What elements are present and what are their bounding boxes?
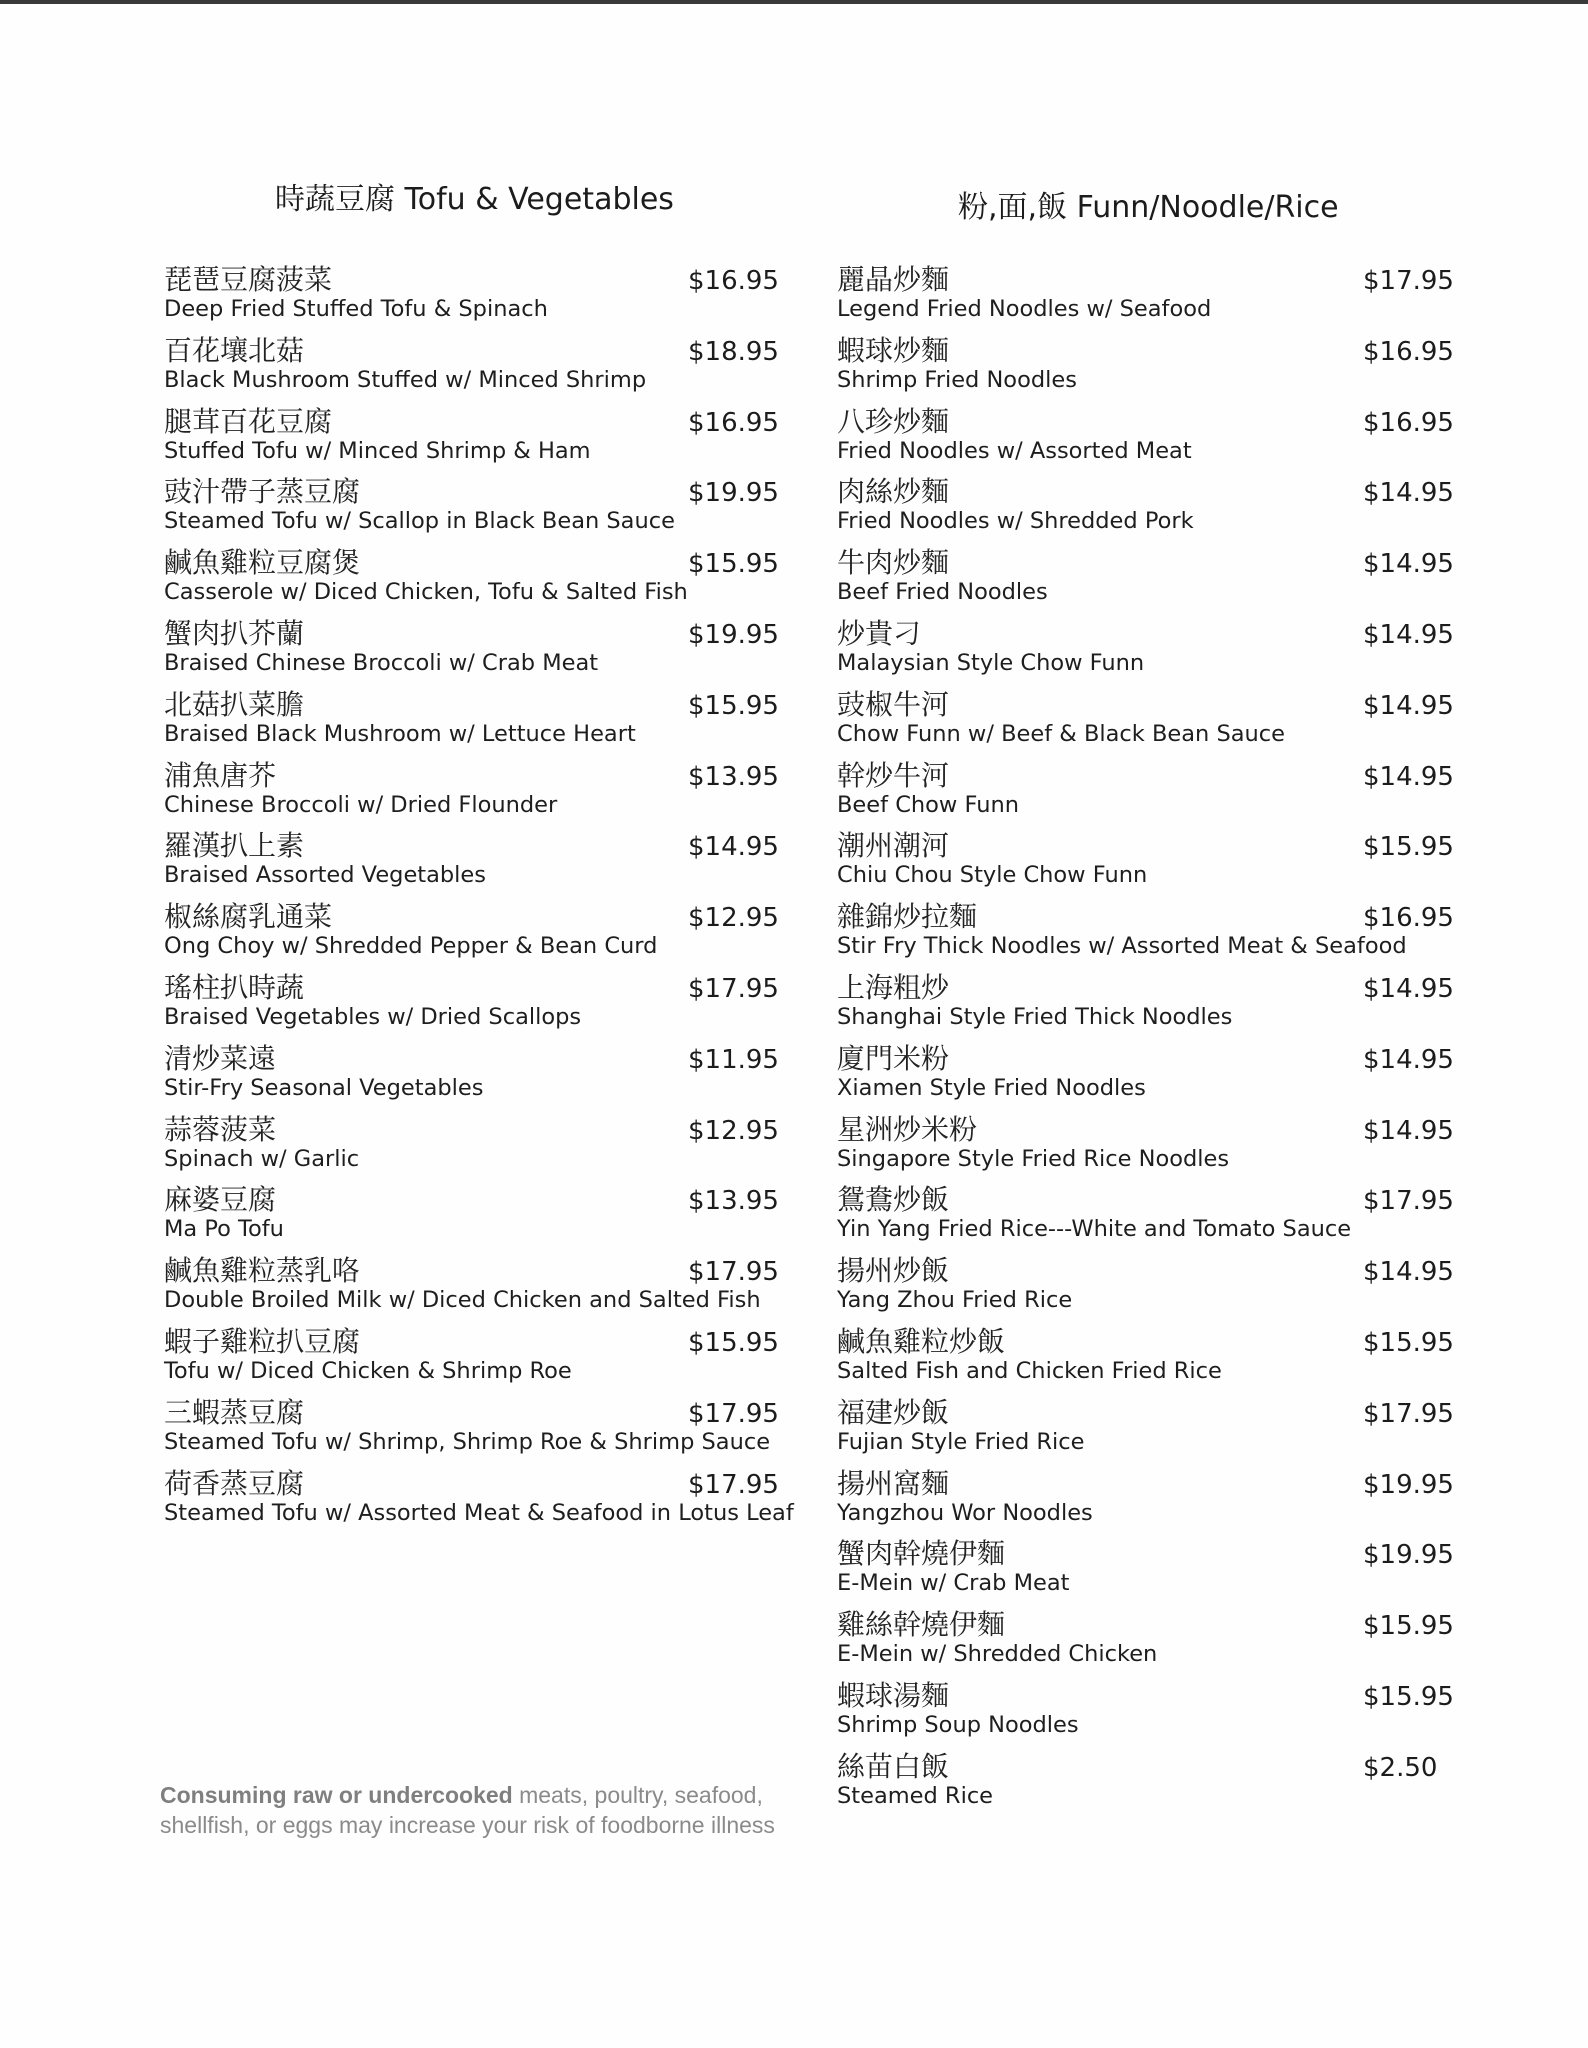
menu-item-price: $12.95 xyxy=(688,903,779,934)
menu-item-price: $18.95 xyxy=(688,336,779,367)
menu-item xyxy=(833,895,1453,966)
menu-item-english-name: Fried Noodles w/ Assorted Meat xyxy=(837,437,1192,464)
menu-item-price: $19.95 xyxy=(688,478,779,509)
menu-item-price: $14.95 xyxy=(688,832,779,863)
menu-item-english-name: Stuffed Tofu w/ Minced Shrimp & Ham xyxy=(164,437,591,464)
menu-item-price: $11.95 xyxy=(688,1044,779,1075)
menu-item xyxy=(160,1108,780,1179)
disclaimer-bold-text: Consuming raw or undercooked xyxy=(160,1782,513,1808)
menu-item-price: $14.95 xyxy=(1363,1044,1454,1075)
menu-item-chinese-name: 揚州窩麵 xyxy=(837,1466,950,1500)
menu-item-price: $2.50 xyxy=(1363,1752,1438,1783)
menu-item xyxy=(833,612,1453,683)
menu-item-price: $17.95 xyxy=(688,1469,779,1500)
menu-item-price: $14.95 xyxy=(1363,761,1454,792)
menu-item xyxy=(160,683,780,754)
menu-item-english-name: Braised Black Mushroom w/ Lettuce Heart xyxy=(164,720,636,747)
menu-item-price: $17.95 xyxy=(688,973,779,1004)
menu-item xyxy=(160,258,780,329)
menu-item-english-name: Yin Yang Fried Rice---White and Tomato Sauce xyxy=(837,1216,1352,1243)
menu-item-chinese-name: 麗晶炒麵 xyxy=(837,263,950,296)
menu-item-price: $17.95 xyxy=(688,1398,779,1429)
menu-item-english-name: Stir Fry Thick Noodles w/ Assorted Meat & Seafood xyxy=(837,933,1407,960)
menu-item-chinese-name: 雞絲幹燒伊麵 xyxy=(837,1608,1006,1642)
menu-item xyxy=(833,1674,1453,1745)
menu-item-english-name: Beef Chow Funn xyxy=(837,791,1019,818)
menu-item xyxy=(833,1249,1453,1320)
menu-item-price: $15.95 xyxy=(688,690,779,721)
section-title-tofu-vegetables: 時蔬豆腐 Tofu & Vegetables xyxy=(275,182,674,217)
menu-item xyxy=(833,824,1453,895)
menu-item xyxy=(833,400,1453,471)
menu-item-chinese-name: 揚州炒飯 xyxy=(837,1254,950,1288)
menu-item-chinese-name: 琵琶豆腐菠菜 xyxy=(164,263,333,296)
menu-item-chinese-name: 蝦球炒麵 xyxy=(837,333,950,367)
menu-item xyxy=(833,329,1453,400)
menu-item-chinese-name: 潮州潮河 xyxy=(837,829,950,863)
menu-item xyxy=(833,683,1453,754)
menu-item-price: $14.95 xyxy=(1363,1257,1454,1288)
menu-item xyxy=(160,895,780,966)
menu-item xyxy=(833,1037,1453,1108)
menu-item xyxy=(833,1532,1453,1603)
menu-item-english-name: Deep Fried Stuffed Tofu & Spinach xyxy=(164,296,548,322)
menu-item-chinese-name: 廈門米粉 xyxy=(837,1041,950,1075)
menu-item-chinese-name: 鹹魚雞粒炒飯 xyxy=(837,1324,1006,1358)
menu-item-chinese-name: 肉絲炒麵 xyxy=(837,475,950,509)
menu-item-chinese-name: 麻婆豆腐 xyxy=(164,1183,277,1217)
menu-item xyxy=(160,1178,780,1249)
menu-item-chinese-name: 蟹肉扒芥蘭 xyxy=(164,616,305,650)
menu-item xyxy=(833,1462,1453,1533)
menu-item xyxy=(833,754,1453,825)
menu-item-english-name: Ma Po Tofu xyxy=(164,1216,284,1243)
scan-top-edge xyxy=(0,0,1588,4)
menu-item-english-name: Casserole w/ Diced Chicken, Tofu & Salted Fish xyxy=(164,579,688,606)
menu-item-english-name: Braised Chinese Broccoli w/ Crab Meat xyxy=(164,649,599,676)
section-title-funn-noodle-rice: 粉,面,飯 Funn/Noodle/Rice xyxy=(958,190,1339,225)
menu-item-chinese-name: 鹹魚雞粒豆腐煲 xyxy=(164,546,361,580)
menu-item xyxy=(160,1249,780,1320)
menu-item-price: $16.95 xyxy=(1363,336,1454,367)
menu-item-english-name: Steamed Tofu w/ Shrimp, Shrimp Roe & Shrimp Sauce xyxy=(164,1428,771,1455)
menu-item-english-name: Legend Fried Noodles w/ Seafood xyxy=(837,296,1212,322)
menu-item-chinese-name: 蒜蓉菠菜 xyxy=(164,1112,277,1146)
menu-item xyxy=(833,1320,1453,1391)
menu-item-english-name: Double Broiled Milk w/ Diced Chicken and Salted Fish xyxy=(164,1287,761,1314)
menu-item-english-name: Steamed Tofu w/ Assorted Meat & Seafood in Lotus Leaf xyxy=(164,1499,794,1526)
menu-item-price: $14.95 xyxy=(1363,478,1454,509)
menu-list-right xyxy=(833,258,1453,1816)
menu-item-english-name: Steamed Tofu w/ Scallop in Black Bean Sauce xyxy=(164,508,675,535)
menu-item xyxy=(833,966,1453,1037)
menu-item-chinese-name: 鹹魚雞粒蒸乳咯 xyxy=(164,1254,361,1288)
menu-item-chinese-name: 蝦球湯麵 xyxy=(837,1678,950,1712)
menu-item xyxy=(833,541,1453,612)
menu-item-price: $13.95 xyxy=(688,761,779,792)
menu-item xyxy=(160,1320,780,1391)
menu-item-english-name: Fried Noodles w/ Shredded Pork xyxy=(837,508,1194,535)
menu-item xyxy=(160,612,780,683)
menu-item-english-name: Beef Fried Noodles xyxy=(837,579,1048,606)
menu-item-price: $17.95 xyxy=(1363,266,1454,296)
menu-item-english-name: Salted Fish and Chicken Fried Rice xyxy=(837,1357,1222,1384)
menu-item xyxy=(160,329,780,400)
menu-item-english-name: Black Mushroom Stuffed w/ Minced Shrimp xyxy=(164,366,647,393)
menu-item xyxy=(160,1462,794,1533)
menu-item xyxy=(833,1178,1453,1249)
menu-item-price: $19.95 xyxy=(688,619,779,650)
menu-item xyxy=(833,258,1453,329)
menu-item xyxy=(160,966,780,1037)
menu-item-english-name: Shanghai Style Fried Thick Noodles xyxy=(837,1003,1233,1030)
disclaimer-rest-text: meats, poultry, seafood, shellfish, or eggs may increase your risk of foodborne illness xyxy=(160,1782,775,1838)
menu-item-chinese-name: 幹炒牛河 xyxy=(837,758,950,792)
menu-item-english-name: Fujian Style Fried Rice xyxy=(837,1428,1085,1455)
menu-item-english-name: Chiu Chou Style Chow Funn xyxy=(837,862,1148,889)
menu-item-english-name: Chow Funn w/ Beef & Black Bean Sauce xyxy=(837,720,1286,747)
menu-item-chinese-name: 豉椒牛河 xyxy=(837,687,950,721)
menu-item-english-name: Singapore Style Fried Rice Noodles xyxy=(837,1145,1230,1172)
menu-item xyxy=(160,1037,780,1108)
menu-item-price: $15.95 xyxy=(688,549,779,580)
menu-item xyxy=(160,470,780,541)
menu-item-english-name: Spinach w/ Garlic xyxy=(164,1145,360,1172)
menu-item xyxy=(160,1391,780,1462)
menu-item xyxy=(833,1108,1453,1179)
menu-item-price: $16.95 xyxy=(688,407,779,438)
menu-item-chinese-name: 羅漢扒上素 xyxy=(164,829,305,863)
menu-item-chinese-name: 絲苗白飯 xyxy=(837,1749,950,1783)
menu-item-price: $12.95 xyxy=(688,1115,779,1146)
menu-item xyxy=(160,754,780,825)
menu-item-price: $13.95 xyxy=(688,1186,779,1217)
menu-item-price: $14.95 xyxy=(1363,973,1454,1004)
menu-item-price: $14.95 xyxy=(1363,1115,1454,1146)
menu-item-english-name: Yang Zhou Fried Rice xyxy=(837,1287,1073,1314)
menu-item-english-name: Tofu w/ Diced Chicken & Shrimp Roe xyxy=(164,1357,572,1384)
menu-item xyxy=(833,1745,1453,1816)
menu-item-chinese-name: 蟹肉幹燒伊麵 xyxy=(837,1537,1006,1571)
menu-item-english-name: E-Mein w/ Crab Meat xyxy=(837,1570,1070,1597)
menu-item-chinese-name: 三蝦蒸豆腐 xyxy=(164,1395,305,1429)
menu-item-english-name: Shrimp Fried Noodles xyxy=(837,366,1077,393)
menu-item-chinese-name: 椒絲腐乳通菜 xyxy=(164,900,333,934)
menu-item-chinese-name: 腿茸百花豆腐 xyxy=(164,404,333,438)
menu-item-chinese-name: 清炒菜遠 xyxy=(164,1041,277,1075)
menu-item-price: $15.95 xyxy=(1363,1611,1454,1642)
menu-item-price: $16.95 xyxy=(688,266,779,296)
menu-item-price: $14.95 xyxy=(1363,690,1454,721)
menu-item-price: $15.95 xyxy=(1363,1327,1454,1358)
menu-item-chinese-name: 瑤柱扒時蔬 xyxy=(164,970,305,1004)
menu-item-english-name: Chinese Broccoli w/ Dried Flounder xyxy=(164,791,558,818)
menu-item-chinese-name: 福建炒飯 xyxy=(837,1395,950,1429)
menu-item-chinese-name: 荷香蒸豆腐 xyxy=(164,1466,305,1500)
menu-item xyxy=(160,400,780,471)
menu-item xyxy=(160,541,780,612)
menu-item-english-name: Yangzhou Wor Noodles xyxy=(837,1499,1093,1526)
menu-item-price: $15.95 xyxy=(688,1327,779,1358)
menu-item-chinese-name: 牛肉炒麵 xyxy=(837,546,950,580)
menu-item-english-name: Stir-Fry Seasonal Vegetables xyxy=(164,1074,484,1101)
menu-item-english-name: Braised Assorted Vegetables xyxy=(164,862,486,889)
menu-item-price: $15.95 xyxy=(1363,1681,1454,1712)
menu-item-english-name: Steamed Rice xyxy=(837,1782,994,1809)
menu-item-english-name: Shrimp Soup Noodles xyxy=(837,1711,1079,1738)
menu-item-chinese-name: 浦魚唐芥 xyxy=(164,758,277,792)
menu-item-chinese-name: 蝦子雞粒扒豆腐 xyxy=(164,1324,361,1358)
menu-item-english-name: Ong Choy w/ Shredded Pepper & Bean Curd xyxy=(164,933,658,960)
menu-item-price: $16.95 xyxy=(1363,407,1454,438)
menu-item xyxy=(833,470,1453,541)
food-safety-disclaimer xyxy=(160,1780,780,1840)
menu-item-chinese-name: 雜錦炒拉麵 xyxy=(837,900,978,934)
menu-item-price: $19.95 xyxy=(1363,1540,1454,1571)
menu-item-price: $19.95 xyxy=(1363,1469,1454,1500)
menu-item-chinese-name: 星洲炒米粉 xyxy=(837,1112,978,1146)
menu-item-chinese-name: 百花壤北菇 xyxy=(164,333,305,367)
menu-item xyxy=(160,824,780,895)
menu-item-english-name: Malaysian Style Chow Funn xyxy=(837,649,1145,676)
menu-item-chinese-name: 上海粗炒 xyxy=(837,970,950,1004)
menu-item-chinese-name: 豉汁帶子蒸豆腐 xyxy=(164,475,361,509)
menu-item-price: $14.95 xyxy=(1363,549,1454,580)
menu-item-price: $16.95 xyxy=(1363,903,1454,934)
menu-item-price: $17.95 xyxy=(688,1257,779,1288)
menu-item-chinese-name: 北菇扒菜膽 xyxy=(164,687,305,721)
menu-item-price: $15.95 xyxy=(1363,832,1454,863)
menu-list-left xyxy=(160,258,794,1532)
menu-item-price: $17.95 xyxy=(1363,1398,1454,1429)
menu-item xyxy=(833,1391,1453,1462)
menu-item-price: $14.95 xyxy=(1363,619,1454,650)
menu-item-price: $17.95 xyxy=(1363,1186,1454,1217)
menu-item-english-name: Braised Vegetables w/ Dried Scallops xyxy=(164,1003,582,1030)
menu-item-chinese-name: 炒貴刁 xyxy=(837,616,922,650)
menu-item xyxy=(833,1603,1453,1674)
menu-item-chinese-name: 八珍炒麵 xyxy=(837,404,950,438)
menu-item-chinese-name: 鴛鴦炒飯 xyxy=(837,1183,950,1217)
menu-item-english-name: Xiamen Style Fried Noodles xyxy=(837,1074,1146,1101)
menu-item-english-name: E-Mein w/ Shredded Chicken xyxy=(837,1641,1158,1668)
